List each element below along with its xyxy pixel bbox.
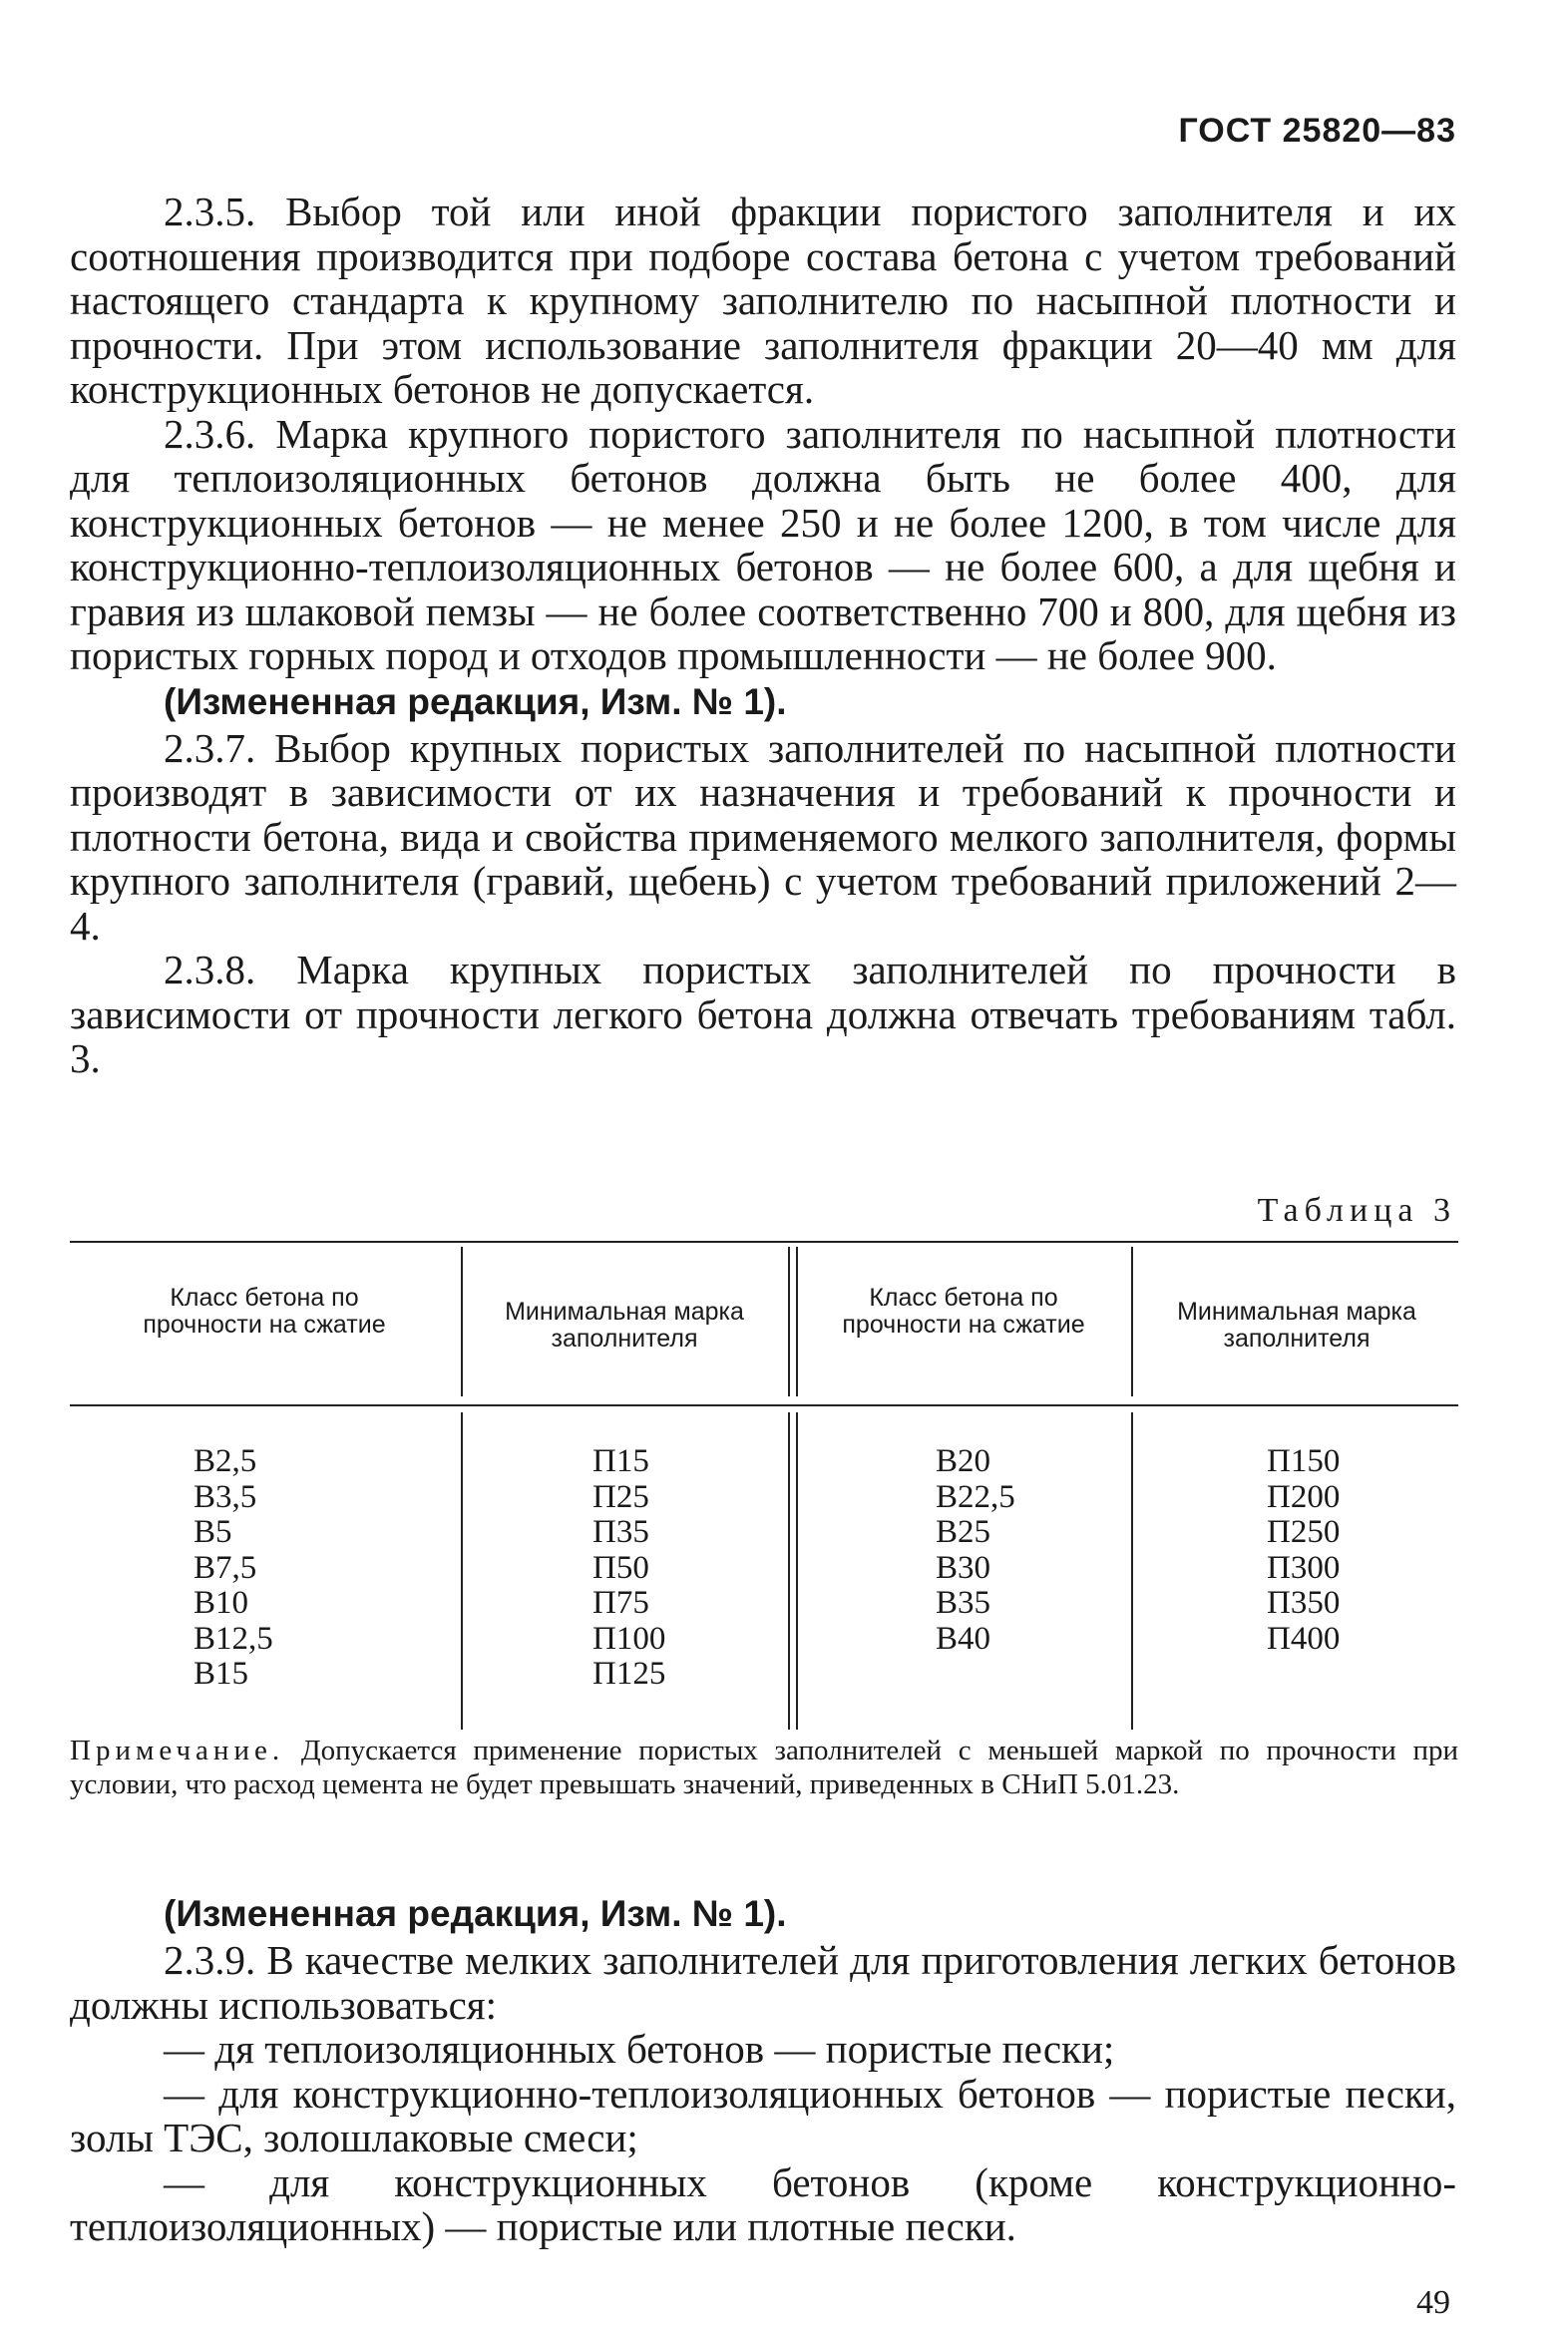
- table-cell: П25: [592, 1478, 649, 1515]
- header-concrete-class-right: Класс бетона по прочности на сжатие: [842, 1284, 1085, 1339]
- note-text: Допускается применение пористых заполнителей с меньшей маркой по прочности при условии, что расход цемента не будет превышать значений, приведенных в СНиП 5.01.23.: [70, 1735, 1459, 1800]
- column-divider: [788, 1247, 790, 1396]
- table-cell: В25: [936, 1514, 991, 1550]
- paragraph-2-3-6: 2.3.6. Марка крупного пористого заполнителя по насыпной плотности для теплоизоляционных бетонов должна быть не более 400, для конструкционных бетонов — не менее 250 и не более 1200, в том числе для конструкционно-теплоизоляционных бетонов — не более 600, а для щебня и гравия из шлаковой пемзы — не более соответственно 700 и 800, для щебня из пористых горных пород и отходов промышленности — не более 900.: [70, 410, 1456, 678]
- list-item: — для конструкционных бетонов (кроме конструкционно-теплоизоляционных) — пористые или плотные пески.: [70, 2158, 1456, 2249]
- paragraph-2-3-9: 2.3.9. В качестве мелких заполнителей для приготовления легких бетонов должны использоваться:: [70, 1937, 1456, 2028]
- table-note: [70, 1734, 1458, 1801]
- column-divider: [1131, 1247, 1133, 1396]
- column-concrete-class-left: [194, 1444, 273, 1693]
- table-cell: В7,5: [194, 1549, 257, 1586]
- table-cell: П200: [1267, 1478, 1341, 1515]
- table-cell: П400: [1267, 1620, 1341, 1657]
- table-cell: П300: [1267, 1549, 1341, 1586]
- column-divider: [461, 1412, 463, 1730]
- table-cell: В15: [194, 1656, 249, 1692]
- table-cell: П100: [592, 1620, 666, 1657]
- table-cell: П250: [1267, 1514, 1341, 1550]
- header-min-grade-right: Минимальная марка заполнителя: [1177, 1298, 1416, 1353]
- amendment-note: (Измененная редакция, Изм. № 1).: [164, 1893, 787, 1934]
- header-min-grade-left: Минимальная марка заполнителя: [505, 1298, 744, 1353]
- table-header-rule: [70, 1404, 1458, 1406]
- column-divider: [461, 1247, 463, 1396]
- table-cell: П50: [592, 1549, 649, 1586]
- page-number: 49: [1416, 2284, 1450, 2321]
- column-divider: [788, 1412, 790, 1730]
- body-section-1: [70, 190, 1456, 1081]
- paragraph-2-3-8: 2.3.8. Марка крупных пористых заполнителей по прочности в зависимости от прочности легкого бетона должна отвечать требованиям табл. 3.: [70, 947, 1456, 1081]
- column-min-grade-right: [1267, 1444, 1340, 1657]
- table-cell: П75: [592, 1585, 649, 1621]
- table-cell: В40: [936, 1620, 991, 1657]
- header-concrete-class-left: Класс бетона по прочности на сжатие: [143, 1284, 386, 1339]
- table-cell: В12,5: [194, 1620, 273, 1657]
- table-cell: П35: [592, 1514, 649, 1550]
- column-divider: [796, 1247, 798, 1396]
- document-code-header: ГОСТ 25820—83: [1178, 112, 1456, 150]
- table-cell: В10: [194, 1585, 249, 1621]
- list-item: — дя теплоизоляционных бетонов — пористые пески;: [164, 2026, 1115, 2072]
- table-cell: В3,5: [194, 1478, 257, 1515]
- list-item: — для конструкционно-теплоизоляционных бетонов — пористые пески, золы ТЭС, золошлаковые смеси;: [70, 2070, 1456, 2160]
- table-cell: П15: [592, 1443, 649, 1479]
- table-cell: В22,5: [936, 1478, 1015, 1515]
- paragraph-2-3-7: 2.3.7. Выбор крупных пористых заполнителей по насыпной плотности производят в зависимости от их назначения и требований к прочности и плотности бетона, вида и свойства применяемого мелкого заполнителя, формы крупного заполнителя (гравий, щебень) с учетом требований приложений 2—4.: [70, 724, 1456, 949]
- table-cell: В2,5: [194, 1443, 257, 1479]
- body-section-2: [70, 1890, 1456, 2249]
- table-title: Таблица 3: [1257, 1192, 1456, 1229]
- note-label: Примечание.: [70, 1735, 285, 1766]
- grade-table: [70, 1241, 1458, 1738]
- paragraph-2-3-5: 2.3.5. Выбор той или иной фракции пористого заполнителя и их соотношения производится при подборе состава бетона с учетом требований настоящего стандарта к крупному заполнителю по насыпной плотности и прочности. При этом использование заполнителя фракции 20—40 мм для конструкционных бетонов не допускается.: [70, 189, 1456, 412]
- table-cell: В35: [936, 1585, 991, 1621]
- column-min-grade-left: [592, 1444, 665, 1693]
- column-divider: [1131, 1412, 1133, 1730]
- table-cell: П125: [592, 1656, 666, 1692]
- table-cell: В5: [194, 1514, 232, 1550]
- column-divider: [796, 1412, 798, 1730]
- table-cell: В30: [936, 1549, 991, 1586]
- table-cell: В20: [936, 1443, 991, 1479]
- amendment-note: (Измененная редакция, Изм. № 1).: [164, 680, 787, 722]
- table-cell: П150: [1267, 1443, 1341, 1479]
- table-cell: П350: [1267, 1585, 1341, 1621]
- table-top-rule: [70, 1241, 1458, 1243]
- column-concrete-class-right: [936, 1444, 1015, 1657]
